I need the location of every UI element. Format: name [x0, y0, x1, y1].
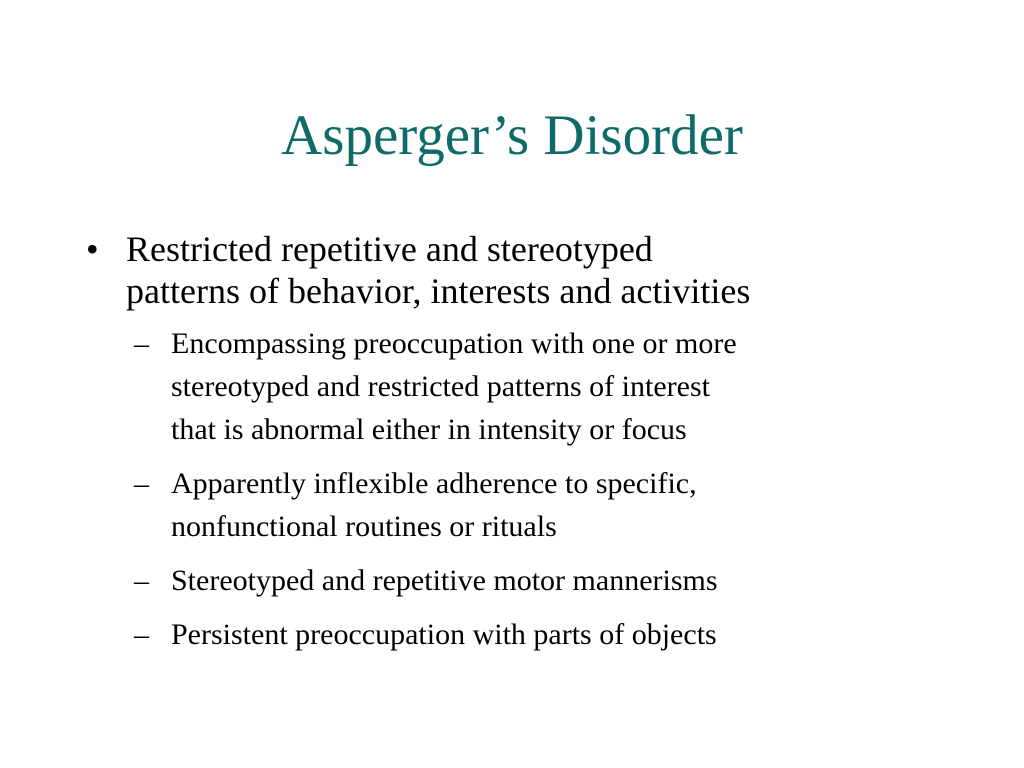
sub-bullet: [134, 462, 966, 548]
sub-bullet-text-line: that is abnormal either in intensity or focus: [171, 413, 687, 446]
sub-bullet: [134, 559, 966, 602]
bullet-text-line: Restricted repetitive and stereotyped: [126, 229, 653, 269]
sub-bullet-text-line: Persistent preoccupation with parts of objects: [171, 618, 717, 651]
slide-title: Asperger’s Disorder: [281, 104, 743, 167]
sub-bullet-marker: –: [134, 618, 149, 651]
sub-bullet-marker: –: [134, 467, 149, 500]
sub-bullet-text-line: stereotyped and restricted patterns of interest: [171, 370, 710, 403]
sub-bullet-text-line: Stereotyped and repetitive motor mannerisms: [171, 564, 718, 597]
sub-bullet: [134, 322, 966, 451]
sub-bullet-marker: –: [134, 564, 149, 597]
sub-bullet-text-line: Apparently inflexible adherence to specific,: [171, 467, 697, 500]
sub-bullet-text-line: nonfunctional routines or rituals: [171, 510, 557, 543]
sub-bullet: [134, 613, 966, 656]
bullet-text-line: patterns of behavior, interests and activities: [126, 271, 751, 311]
sub-bullet-text-line: Encompassing preoccupation with one or more: [171, 327, 737, 360]
bullet-marker: •: [86, 229, 99, 269]
sub-bullet-list: [86, 322, 966, 656]
bullet-level1: [86, 228, 966, 312]
sub-bullet-marker: –: [134, 327, 149, 360]
slide-content: [86, 228, 966, 667]
